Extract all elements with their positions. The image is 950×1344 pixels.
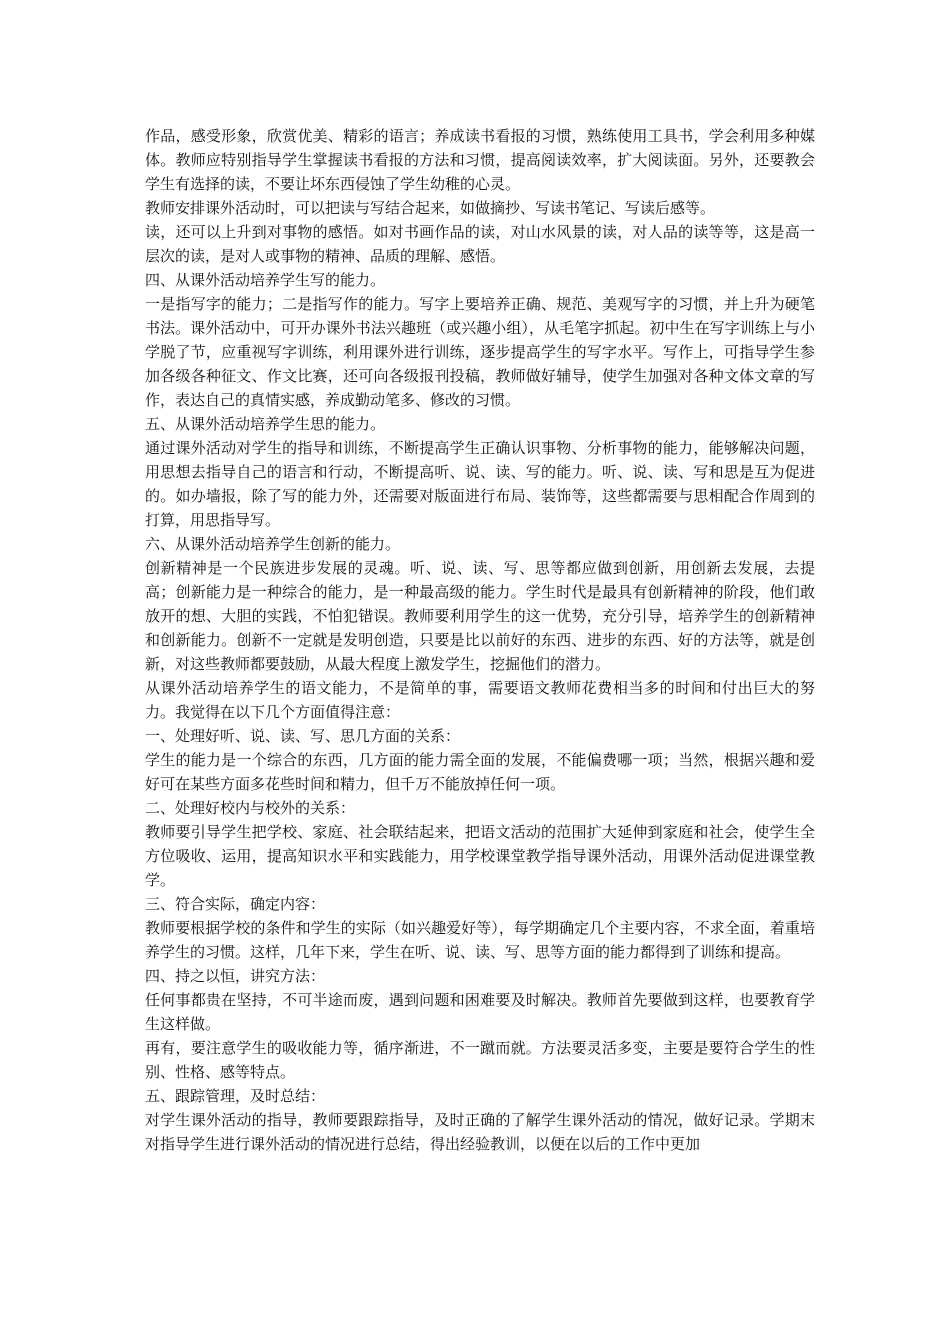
point-body-5: 对学生课外活动的指导，教师要跟踪指导，及时正确的了解学生课外活动的情况，做好记录。学期末对指导学生进行课外活动的情况进行总结，得出经验教训，以便在以后的工作中更加 <box>145 1111 815 1153</box>
paragraph-thinking-ability: 通过课外活动对学生的指导和训练，不断提高学生正确认识事物、分析事物的能力，能够解决问题，用思想去指导自己的语言和行动，不断提高听、说、读、写的能力。听、说、读、写和思是互为促进的。如办墙报，除了写的能力外，还需要对版面进行布局、装饰等，这些都需要与思相配合作周到的打算，用思指导写。 <box>145 439 815 529</box>
document-body <box>145 124 815 1156</box>
point-body-1: 学生的能力是一个综合的东西，几方面的能力需全面的发展，不能偏费哪一项；当然，根据兴趣和爱好可在某些方面多花些时间和精力，但千万不能放掉任何一项。 <box>145 751 815 793</box>
paragraph-reading-perception: 读，还可以上升到对事物的感悟。如对书画作品的读，对山水风景的读，对人品的读等等，这是高一层次的读，是对人或事物的精神、品质的理解、感悟。 <box>145 223 815 265</box>
point-heading-3: 三、符合实际，确定内容： <box>145 895 326 913</box>
section-heading-writing: 四、从课外活动培养学生写的能力。 <box>145 271 386 289</box>
paragraph-reading-habits: 作品，感受形象，欣赏优美、精彩的语言；养成读书看报的习惯，熟练使用工具书，学会利用多种媒体。教师应特别指导学生掌握读书看报的方法和习惯，提高阅读效率，扩大阅读面。另外，还要教会学生有选择的读，不要让坏东西侵蚀了学生幼稚的心灵。 <box>145 127 815 193</box>
point-heading-2: 二、处理好校内与校外的关系： <box>145 799 356 817</box>
section-heading-innovation: 六、从课外活动培养学生创新的能力。 <box>145 535 401 553</box>
point-heading-5: 五、跟踪管理，及时总结： <box>145 1087 326 1105</box>
paragraph-reading-writing-combined: 教师安排课外活动时，可以把读与写结合起来，如做摘抄、写读书笔记、写读后感等。 <box>145 199 716 217</box>
point-body-3: 教师要根据学校的条件和学生的实际（如兴趣爱好等），每学期确定几个主要内容，不求全面，着重培养学生的习惯。这样，几年下来，学生在听、说、读、写、思等方面的能力都得到了训练和提高。 <box>145 919 815 961</box>
point-heading-4: 四、持之以恒，讲究方法： <box>145 967 326 985</box>
paragraph-writing-ability: 一是指写字的能力；二是指写作的能力。写字上要培养正确、规范、美观写字的习惯，并上升为硬笔书法。课外活动中，可开办课外书法兴趣班（或兴趣小组），从毛笔字抓起。初中生在写字训练上与小学脱了节，应重视写字训练，利用课外进行训练，逐步提高学生的写字水平。写作上，可指导学生参加各级各种征文、作文比赛，还可向各级报刊投稿，教师做好辅导，使学生加强对各种文体文章的写作，表达自己的真情实感，养成勤动笔多、修改的习惯。 <box>145 295 815 409</box>
section-heading-thinking: 五、从课外活动培养学生思的能力。 <box>145 415 386 433</box>
paragraph-points-intro: 从课外活动培养学生的语文能力，不是简单的事，需要语文教师花费相当多的时间和付出巨大的努力。我觉得在以下几个方面值得注意： <box>145 679 815 721</box>
point-heading-1: 一、处理好听、说、读、写、思几方面的关系： <box>145 727 461 745</box>
point-body-4b: 再有，要注意学生的吸收能力等，循序渐进，不一蹴而就。方法要灵活多变，主要是要符合学生的性别、性格、感等特点。 <box>145 1039 815 1081</box>
point-body-4a: 任何事都贵在坚持，不可半途而废，遇到问题和困难要及时解决。教师首先要做到这样，也要教育学生这样做。 <box>145 991 815 1033</box>
paragraph-innovation-ability: 创新精神是一个民族进步发展的灵魂。听、说、读、写、思等都应做到创新，用创新去发展，去提高；创新能力是一种综合的能力，是一种最高级的能力。学生时代是最具有创新精神的阶段，他们敢放开的想、大胆的实践，不怕犯错误。教师要利用学生的这一优势，充分引导，培养学生的创新精神和创新能力。创新不一定就是发明创造，只要是比以前好的东西、进步的东西、好的方法等，就是创新，对这些教师都要鼓励，从最大程度上激发学生，挖掘他们的潜力。 <box>145 559 815 673</box>
point-body-2: 教师要引导学生把学校、家庭、社会联结起来，把语文活动的范围扩大延伸到家庭和社会，使学生全方位吸收、运用，提高知识水平和实践能力，用学校课堂教学指导课外活动，用课外活动促进课堂教学。 <box>145 823 815 889</box>
